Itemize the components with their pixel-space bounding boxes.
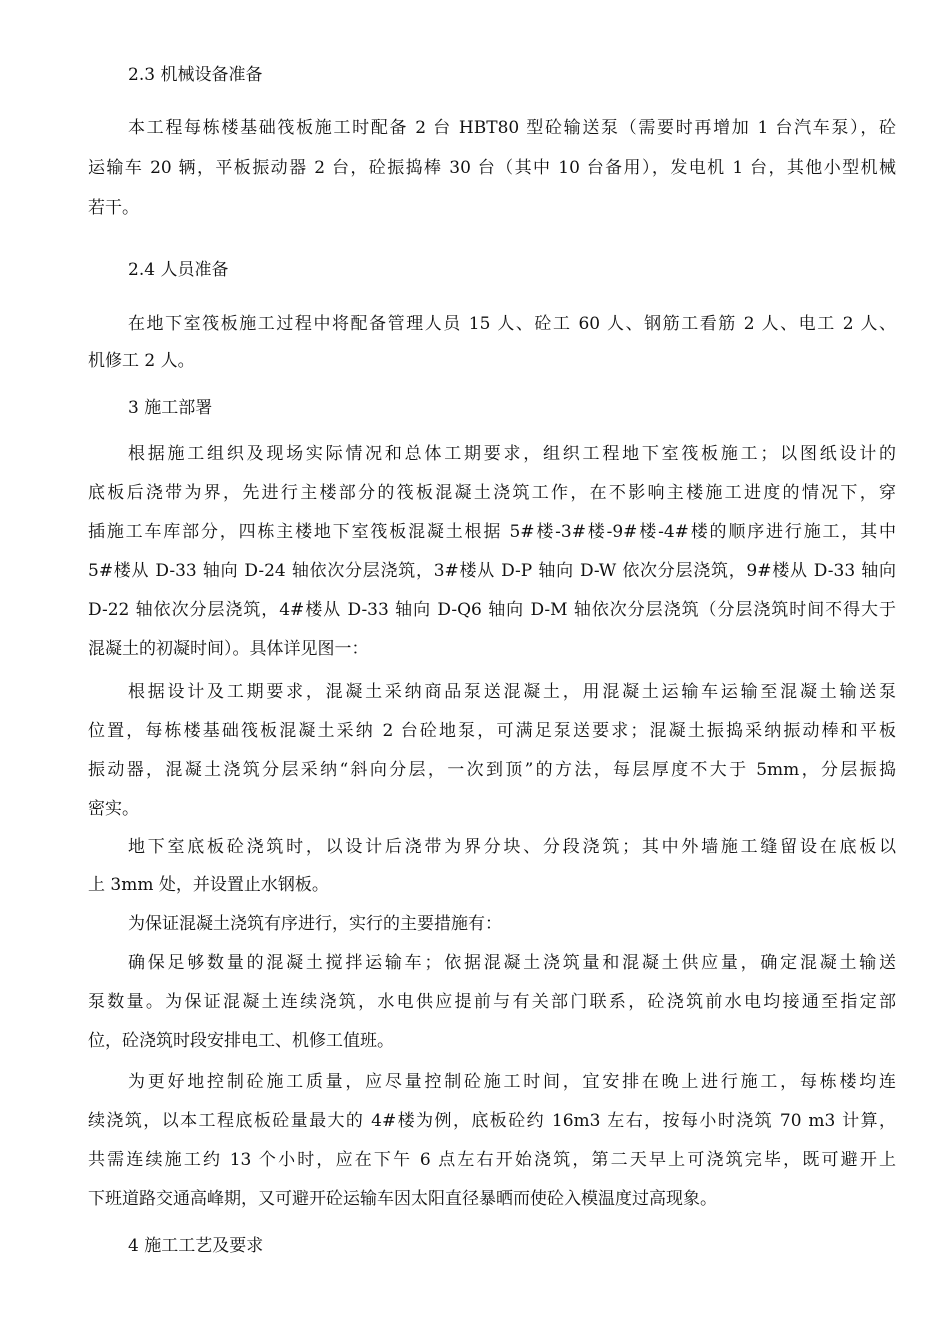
paragraph-line: 泵数量。为保证混凝土连续浇筑，水电供应提前与有关部门联系，砼浇筑前水电均接通至指定部 bbox=[88, 992, 896, 1012]
paragraph-line: 振动器，混凝土浇筑分层采纳“斜向分层，一次到顶”的方法，每层厚度不大于 5mm，分层振捣 bbox=[88, 760, 896, 780]
paragraph-line: 本工程每栋楼基础筏板施工时配备 2 台 HBT80 型砼输送泵（需要时再增加 1 台汽车泵），砼 bbox=[128, 118, 896, 138]
paragraph-line: 为保证混凝土浇筑有序进行，实行的主要措施有： bbox=[128, 914, 502, 934]
paragraph-line: 运输车 20 辆，平板振动器 2 台，砼振捣棒 30 台（其中 10 台备用），发电机 1 台，其他小型机械 bbox=[88, 158, 896, 178]
paragraph-line: 5#楼从 D-33 轴向 D-24 轴依次分层浇筑，3#楼从 D-P 轴向 D-W 依次分层浇筑，9#楼从 D-33 轴向 bbox=[88, 561, 896, 581]
paragraph-line: 混凝土的初凝时间）。具体详见图一： bbox=[88, 639, 369, 659]
paragraph-line: 密实。 bbox=[88, 799, 139, 819]
paragraph-line: 机修工 2 人。 bbox=[88, 351, 195, 371]
paragraph-line: 位置，每栋楼基础筏板混凝土采纳 2 台砼地泵，可满足泵送要求；混凝土振捣采纳振动棒和平板 bbox=[88, 721, 896, 741]
section-heading-4: 4 施工工艺及要求 bbox=[128, 1236, 264, 1256]
paragraph-line: 下班道路交通高峰期，又可避开砼运输车因太阳直径暴晒而使砼入模温度过高现象。 bbox=[88, 1189, 717, 1209]
paragraph-line: 根据设计及工期要求，混凝土采纳商品泵送混凝土，用混凝土运输车运输至混凝土输送泵 bbox=[128, 682, 896, 702]
paragraph-line: 上 3mm 处，并设置止水钢板。 bbox=[88, 875, 329, 895]
paragraph-line: 确保足够数量的混凝土搅拌运输车；依据混凝土浇筑量和混凝土供应量，确定混凝土输送 bbox=[128, 953, 896, 973]
paragraph-line: 续浇筑，以本工程底板砼量最大的 4#楼为例，底板砼约 16m3 左右，按每小时浇筑 70 m3 计算， bbox=[88, 1111, 896, 1131]
paragraph-line: 位，砼浇筑时段安排电工、机修工值班。 bbox=[88, 1031, 394, 1051]
paragraph-line: 底板后浇带为界，先进行主楼部分的筏板混凝土浇筑工作，在不影响主楼施工进度的情况下，穿 bbox=[88, 483, 896, 503]
section-heading-2-3: 2.3 机械设备准备 bbox=[128, 65, 263, 85]
paragraph-line: 若干。 bbox=[88, 198, 139, 218]
section-heading-2-4: 2.4 人员准备 bbox=[128, 260, 229, 280]
paragraph-line: 地下室底板砼浇筑时，以设计后浇带为界分块、分段浇筑；其中外墙施工缝留设在底板以 bbox=[128, 837, 896, 857]
paragraph-line: 共需连续施工约 13 个小时，应在下午 6 点左右开始浇筑，第二天早上可浇筑完毕，既可避开上 bbox=[88, 1150, 896, 1170]
paragraph-line: 在地下室筏板施工过程中将配备管理人员 15 人、砼工 60 人、钢筋工看筋 2 人、电工 2 人、 bbox=[128, 314, 896, 334]
paragraph-line: 根据施工组织及现场实际情况和总体工期要求，组织工程地下室筏板施工；以图纸设计的 bbox=[128, 444, 896, 464]
paragraph-line: D-22 轴依次分层浇筑，4#楼从 D-33 轴向 D-Q6 轴向 D-M 轴依次分层浇筑（分层浇筑时间不得大于 bbox=[88, 600, 896, 620]
paragraph-line: 为更好地控制砼施工质量，应尽量控制砼施工时间，宜安排在晚上进行施工，每栋楼均连 bbox=[128, 1072, 896, 1092]
paragraph-line: 插施工车库部分，四栋主楼地下室筏板混凝土根据 5#楼-3#楼-9#楼-4#楼的顺序进行施工，其中 bbox=[88, 522, 896, 542]
section-heading-3: 3 施工部署 bbox=[128, 398, 213, 418]
